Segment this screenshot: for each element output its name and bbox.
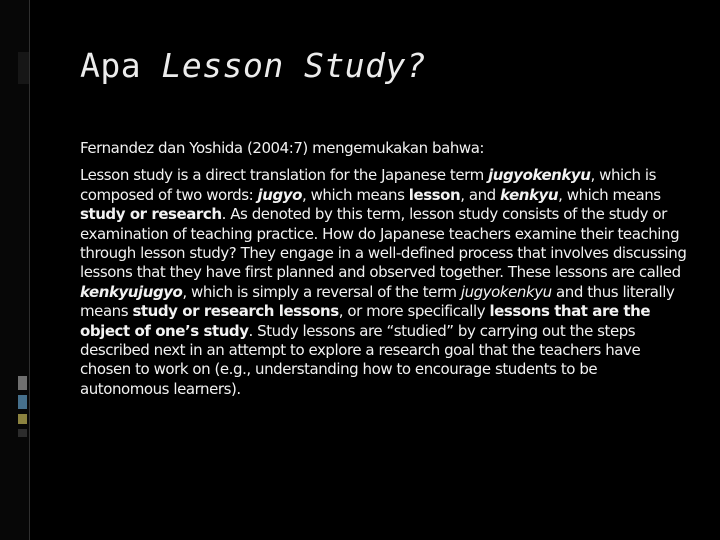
term-kenkyu: kenkyu — [500, 185, 559, 204]
text-segment: . As denoted by this term, lesson study consists of the study or examination of teaching practice. How do Japanese teachers examine their teaching through lesson study? They engage in a well-defined process that involves discussing lessons that they have first planned and observed together. These lessons are called — [80, 205, 687, 282]
slide-title-part1: Apa — [80, 46, 142, 85]
definition-paragraph — [80, 166, 690, 399]
text-segment: Lesson study is a direct translation for the Japanese term — [80, 166, 489, 185]
text-segment: , which means — [301, 185, 409, 204]
slide-body — [80, 139, 690, 399]
text-segment: . Study lessons are “studied” by carrying out the steps described next in an attempt to explore a research goal that the teachers have chosen to work on (e.g., understanding how to encourage students to be autonomous learners). — [80, 321, 641, 398]
text-segment: , and — [460, 185, 501, 204]
text-segment: , which is simply a reversal of the term — [182, 282, 461, 301]
title-marker — [18, 52, 29, 84]
text-segment: , or more specifically — [338, 302, 490, 321]
term-jugyokenkyu-italic: jugyokenkyu — [460, 282, 552, 301]
decor-square-gray — [18, 376, 27, 390]
text-segment: , which is composed of two words: — [80, 166, 656, 204]
term-study-or-research-lessons: study or research lessons — [132, 302, 339, 321]
decor-square-blue — [18, 395, 27, 409]
decor-square-olive — [18, 414, 27, 424]
text-segment: , which means — [558, 185, 661, 204]
decor-square-dark — [18, 429, 27, 437]
term-kenkyujugyo: kenkyujugyo — [80, 282, 183, 301]
term-jugyo: jugyo — [257, 185, 302, 204]
term-lessons-object: lessons that are the object of one’s study — [80, 302, 651, 340]
slide-title — [80, 46, 426, 85]
term-lesson: lesson — [408, 185, 461, 204]
left-divider-line — [29, 0, 30, 540]
term-jugyokenkyu: jugyokenkyu — [488, 166, 591, 185]
slide-title-part2: Lesson Study? — [161, 46, 427, 85]
text-segment: and thus literally means — [80, 282, 675, 321]
intro-line: Fernandez dan Yoshida (2004:7) mengemukakan bahwa: — [80, 139, 485, 157]
term-study-or-research: study or research — [80, 205, 222, 224]
